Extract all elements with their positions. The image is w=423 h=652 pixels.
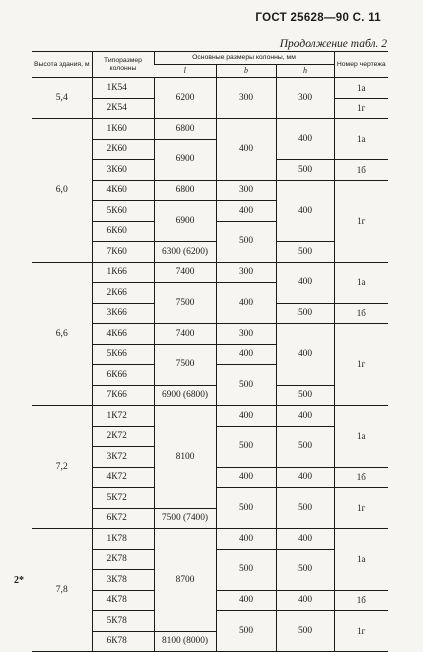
table-row bbox=[32, 529, 388, 550]
h-cell: 500 bbox=[276, 242, 334, 263]
l-cell: 7500 bbox=[154, 283, 216, 324]
type-cell: 5К72 bbox=[92, 488, 154, 509]
height-cell: 6,6 bbox=[32, 262, 92, 406]
type-cell: 4К60 bbox=[92, 180, 154, 201]
table-row bbox=[32, 78, 388, 99]
type-cell: 1К54 bbox=[92, 78, 154, 99]
type-cell: 5К78 bbox=[92, 611, 154, 632]
l-cell: 8100 bbox=[154, 406, 216, 509]
column-dimensions-table bbox=[32, 51, 388, 652]
drawing-cell: 1а bbox=[334, 406, 388, 468]
b-cell: 500 bbox=[216, 549, 276, 590]
type-cell: 2К66 bbox=[92, 283, 154, 304]
header-drawing: Номер чертежа bbox=[334, 52, 388, 78]
b-cell: 400 bbox=[216, 467, 276, 488]
h-cell: 400 bbox=[276, 406, 334, 427]
drawing-cell: 1а bbox=[334, 529, 388, 591]
drawing-cell: 1а bbox=[334, 119, 388, 160]
b-cell: 500 bbox=[216, 611, 276, 652]
l-cell: 6200 bbox=[154, 78, 216, 119]
b-cell: 500 bbox=[216, 426, 276, 467]
type-cell: 1К60 bbox=[92, 119, 154, 140]
type-cell: 4К78 bbox=[92, 590, 154, 611]
h-cell: 500 bbox=[276, 385, 334, 406]
l-cell: 7500 (7400) bbox=[154, 508, 216, 529]
header-b: b bbox=[216, 65, 276, 78]
type-cell: 2К78 bbox=[92, 549, 154, 570]
type-cell: 3К66 bbox=[92, 303, 154, 324]
h-cell: 500 bbox=[276, 611, 334, 652]
b-cell: 400 bbox=[216, 406, 276, 427]
page-header: ГОСТ 25628—90 С. 11 bbox=[255, 12, 381, 24]
drawing-cell: 1б bbox=[334, 467, 388, 488]
type-cell: 4К66 bbox=[92, 324, 154, 345]
h-cell: 500 bbox=[276, 488, 334, 529]
type-cell: 5К60 bbox=[92, 201, 154, 222]
header-h: h bbox=[276, 65, 334, 78]
h-cell: 500 bbox=[276, 160, 334, 181]
h-cell: 400 bbox=[276, 467, 334, 488]
type-cell: 7К60 bbox=[92, 242, 154, 263]
header-type: Типоразмер колонны bbox=[92, 52, 154, 78]
type-cell: 6К66 bbox=[92, 365, 154, 386]
b-cell: 500 bbox=[216, 365, 276, 406]
b-cell: 400 bbox=[216, 119, 276, 181]
h-cell: 500 bbox=[276, 426, 334, 467]
type-cell: 4К72 bbox=[92, 467, 154, 488]
l-cell: 6900 bbox=[154, 201, 216, 242]
b-cell: 300 bbox=[216, 180, 276, 201]
l-cell: 6900 (6800) bbox=[154, 385, 216, 406]
drawing-cell: 1г bbox=[334, 488, 388, 529]
h-cell: 400 bbox=[276, 324, 334, 386]
type-cell: 5К66 bbox=[92, 344, 154, 365]
header-height: Высота здания, м bbox=[32, 52, 92, 78]
table-row bbox=[32, 119, 388, 140]
b-cell: 500 bbox=[216, 221, 276, 262]
height-cell: 6,0 bbox=[32, 119, 92, 263]
height-cell: 7,8 bbox=[32, 529, 92, 652]
drawing-cell: 1г bbox=[334, 611, 388, 652]
b-cell: 300 bbox=[216, 324, 276, 345]
b-cell: 400 bbox=[216, 283, 276, 324]
table-row bbox=[32, 262, 388, 283]
h-cell: 400 bbox=[276, 590, 334, 611]
b-cell: 400 bbox=[216, 590, 276, 611]
drawing-cell: 1б bbox=[334, 303, 388, 324]
height-cell: 5,4 bbox=[32, 78, 92, 119]
h-cell: 400 bbox=[276, 529, 334, 550]
l-cell: 8100 (8000) bbox=[154, 631, 216, 652]
type-cell: 7К66 bbox=[92, 385, 154, 406]
l-cell: 7500 bbox=[154, 344, 216, 385]
drawing-cell: 1а bbox=[334, 78, 388, 99]
h-cell: 300 bbox=[276, 78, 334, 119]
type-cell: 3К60 bbox=[92, 160, 154, 181]
h-cell: 400 bbox=[276, 119, 334, 160]
l-cell: 7400 bbox=[154, 262, 216, 283]
type-cell: 2К60 bbox=[92, 139, 154, 160]
type-cell: 3К78 bbox=[92, 570, 154, 591]
type-cell: 6К78 bbox=[92, 631, 154, 652]
drawing-cell: 1а bbox=[334, 262, 388, 303]
height-cell: 7,2 bbox=[32, 406, 92, 529]
type-cell: 1К66 bbox=[92, 262, 154, 283]
drawing-cell: 1б bbox=[334, 160, 388, 181]
drawing-cell: 1г bbox=[334, 324, 388, 406]
drawing-cell: 1г bbox=[334, 98, 388, 119]
type-cell: 1К72 bbox=[92, 406, 154, 427]
l-cell: 6800 bbox=[154, 119, 216, 140]
l-cell: 7400 bbox=[154, 324, 216, 345]
h-cell: 500 bbox=[276, 549, 334, 590]
header-dimensions: Основные размеры колонны, мм bbox=[154, 52, 334, 65]
h-cell: 500 bbox=[276, 303, 334, 324]
table-continuation-label: Продолжение табл. 2 bbox=[279, 38, 387, 50]
l-cell: 6800 bbox=[154, 180, 216, 201]
drawing-cell: 1б bbox=[334, 590, 388, 611]
l-cell: 6300 (6200) bbox=[154, 242, 216, 263]
type-cell: 2К54 bbox=[92, 98, 154, 119]
header-l: l bbox=[154, 65, 216, 78]
b-cell: 500 bbox=[216, 488, 276, 529]
b-cell: 300 bbox=[216, 262, 276, 283]
l-cell: 8700 bbox=[154, 529, 216, 632]
b-cell: 400 bbox=[216, 201, 276, 222]
type-cell: 1К78 bbox=[92, 529, 154, 550]
drawing-cell: 1г bbox=[334, 180, 388, 262]
table-row bbox=[32, 406, 388, 427]
l-cell: 6900 bbox=[154, 139, 216, 180]
type-cell: 2К72 bbox=[92, 426, 154, 447]
b-cell: 300 bbox=[216, 78, 276, 119]
b-cell: 400 bbox=[216, 344, 276, 365]
page-mark: 2* bbox=[14, 575, 24, 586]
h-cell: 400 bbox=[276, 180, 334, 242]
type-cell: 6К72 bbox=[92, 508, 154, 529]
h-cell: 400 bbox=[276, 262, 334, 303]
b-cell: 400 bbox=[216, 529, 276, 550]
type-cell: 3К72 bbox=[92, 447, 154, 468]
type-cell: 6К60 bbox=[92, 221, 154, 242]
